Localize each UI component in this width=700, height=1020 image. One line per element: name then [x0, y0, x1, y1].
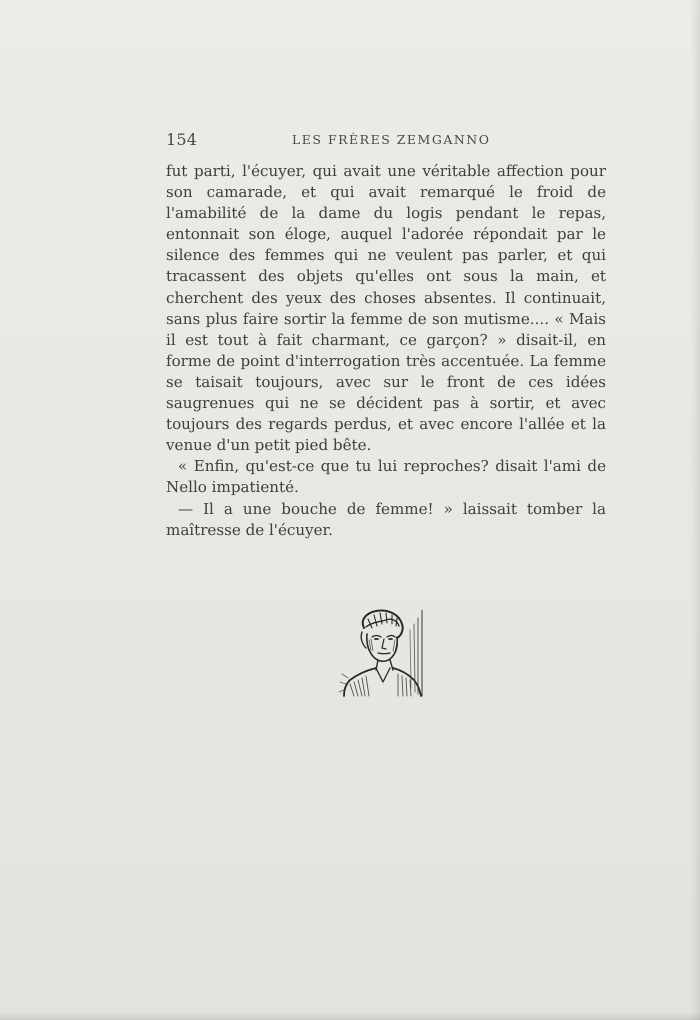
paragraph-1: fut parti, l'écuyer, qui avait une véritable affection pour son camarade, et qui avait remarqué le froid de l'amabilité de la dame du logis pendant le repas, entonnait son éloge, auquel l'adorée répondait par le silence des femmes qui ne veulent pas parler, et qui tracassent des objets qu'elles ont sous la main, et cherchent des yeux des choses absentes. Il continuait, sans plus faire sortir la femme de son mutisme.... « Mais il est tout à fait charmant, ce garçon? » disait-il, en forme de point d'interrogation très accentuée. La femme se taisait toujours, avec sur le front de ces idées saugrenues qui ne se décident pas à sortir, et avec toujours des regards perdus, et avec encore l'allée et la venue d'un petit pied bête.	[166, 162, 606, 455]
page-header	[166, 130, 606, 154]
etched-portrait-vignette-icon	[338, 604, 434, 704]
page-number: 154	[166, 130, 198, 149]
page-edge-shadow-right	[690, 0, 700, 1020]
paragraph-2: « Enfin, qu'est-ce que tu lui reproches? disait l'ami de Nello impatienté.	[166, 457, 606, 497]
running-title: LES FRÈRES ZEMGANNO	[292, 132, 491, 147]
body-text	[166, 161, 606, 541]
paragraph-3: — Il a une bouche de femme! » laissait tomber la maîtresse de l'écuyer.	[166, 499, 606, 539]
page-edge-shadow-bottom	[0, 1012, 700, 1020]
